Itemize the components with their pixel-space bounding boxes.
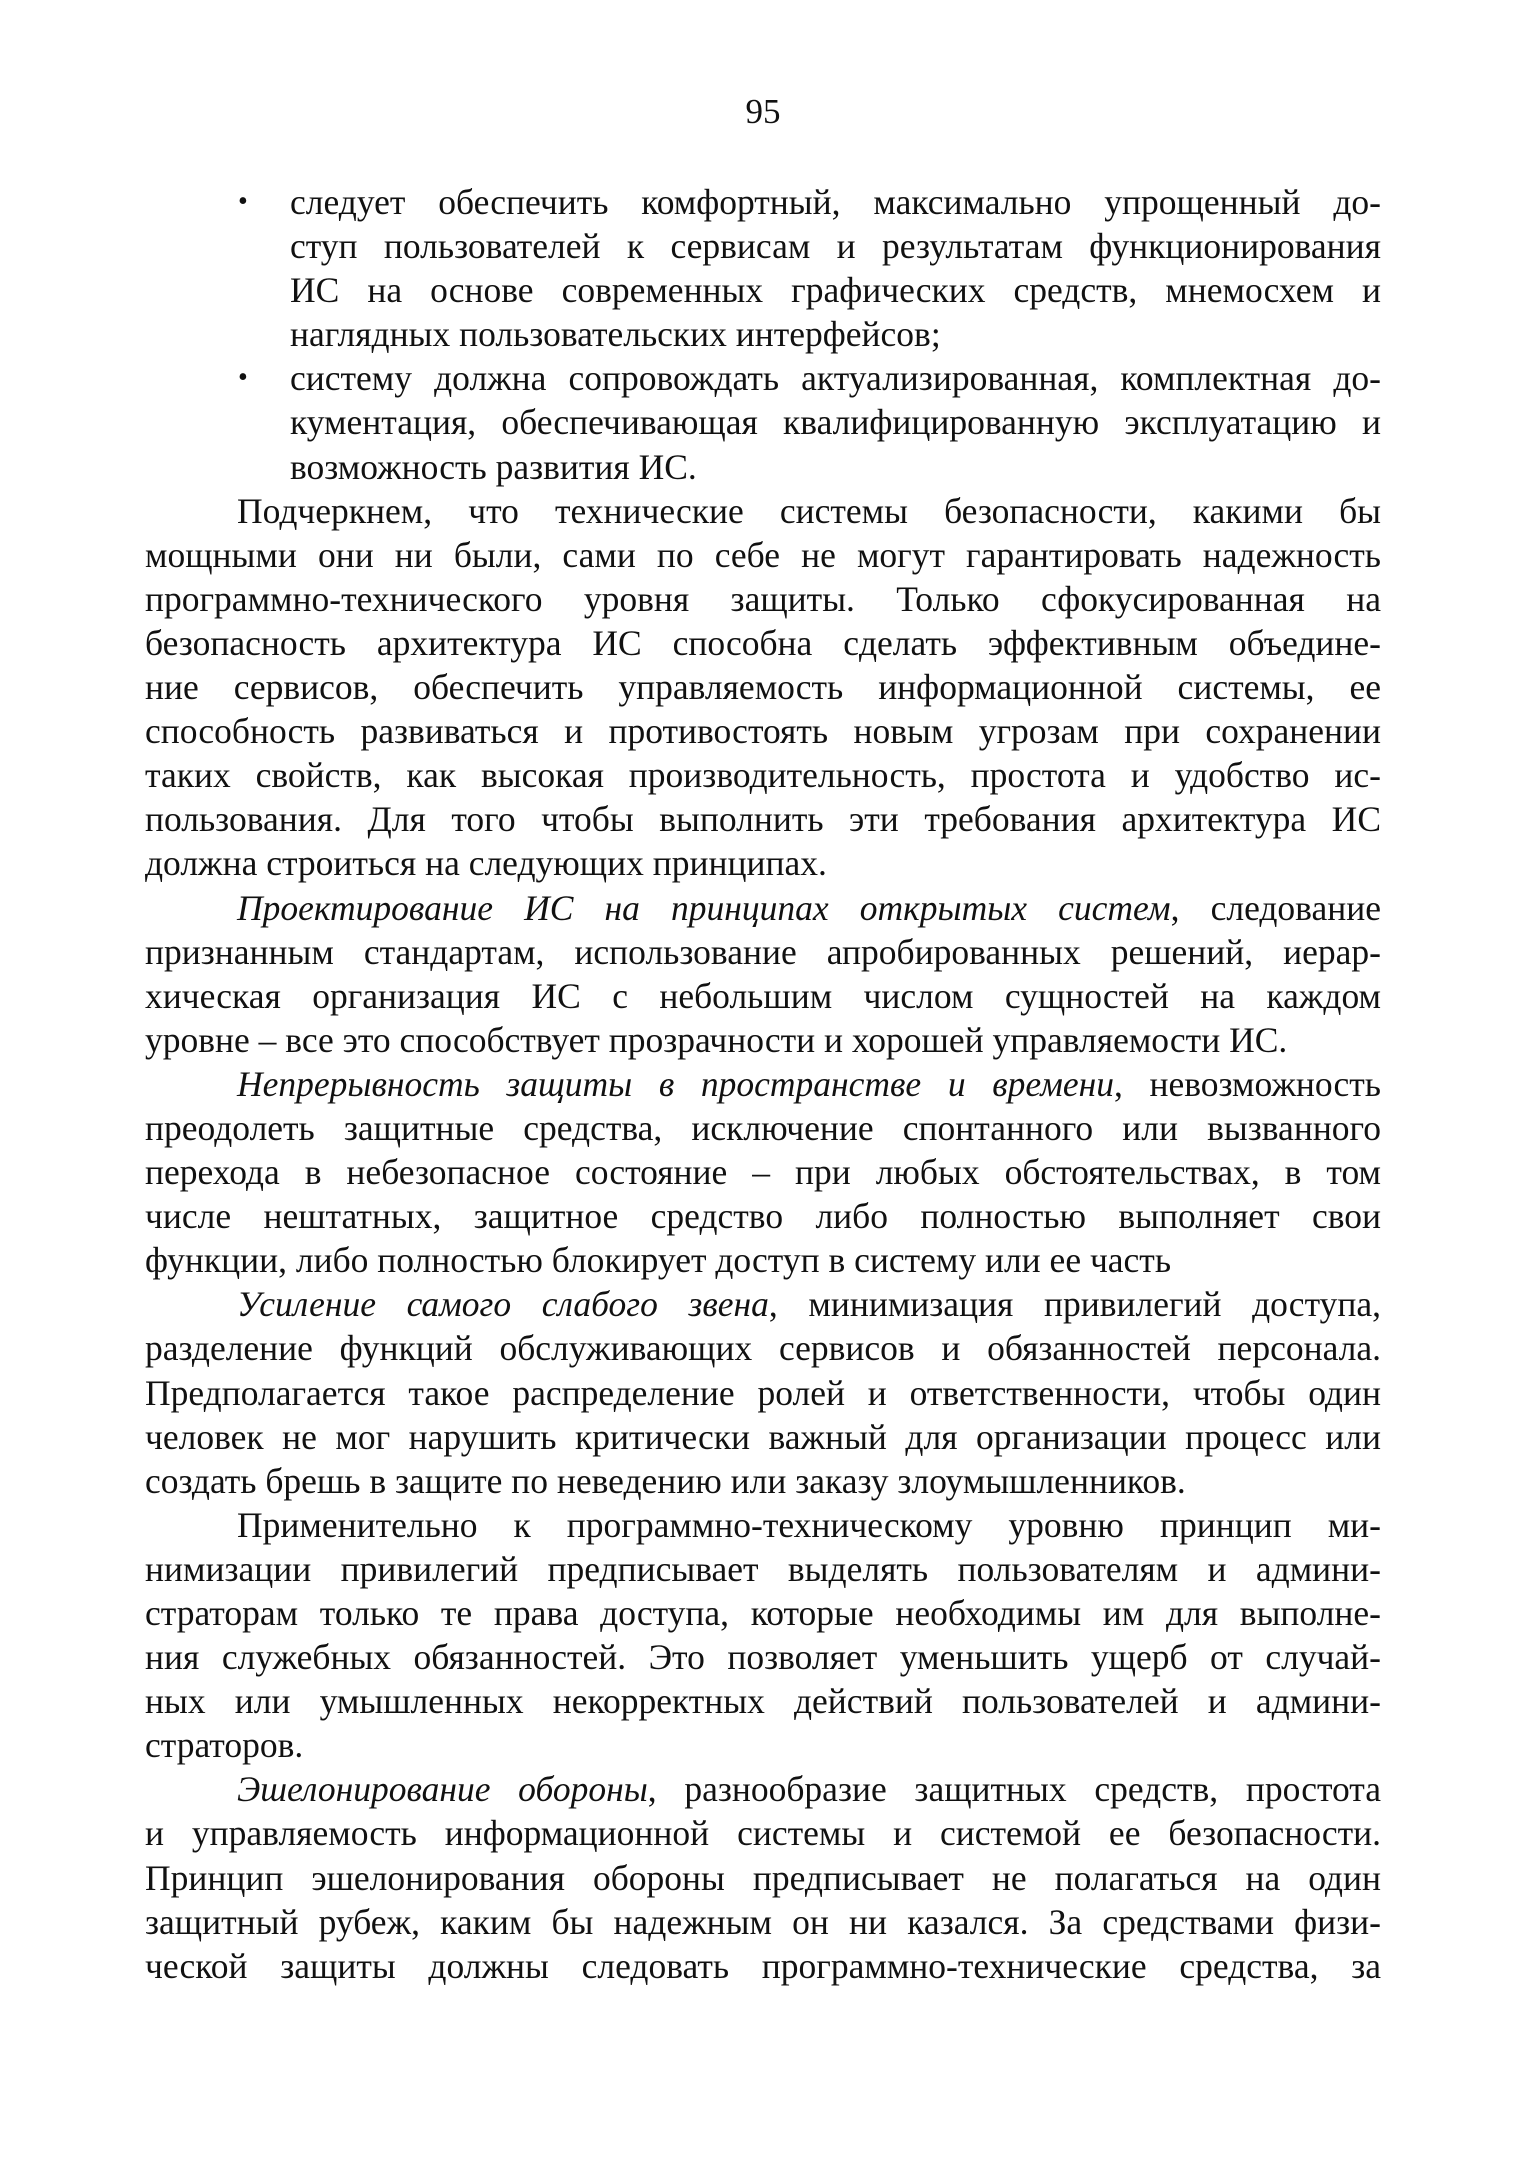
text-run: Применительно к программно-техническому уровню принцип ми-	[237, 1504, 1381, 1545]
text-line: должна строиться на следующих принципах.	[145, 843, 827, 884]
text-line: кументация, обеспечивающая квалифицированную эксплуатацию и	[290, 402, 1381, 443]
text-line: числе нештатных, защитное средство либо полностью выполняет свои	[145, 1196, 1381, 1237]
text-line: способность развиваться и противостоять новым угрозам при сохранении	[145, 711, 1381, 752]
text-line: функции, либо полностью блокирует доступ в систему или ее часть	[145, 1240, 1172, 1281]
emphasis-text: Эшелонирование обороны	[237, 1769, 648, 1810]
text-line: страторам только те права доступа, которые необходимы им для выполне-	[145, 1593, 1381, 1633]
text-line: ческой защиты должны следовать программно-технические средства, за	[145, 1945, 1381, 1986]
text-line: ступ пользователей к сервисам и результатам функционирования	[290, 226, 1381, 267]
text-line: системy должна сопровождать актуализированная, комплектная до-	[290, 358, 1381, 399]
bullet-item	[145, 356, 1381, 488]
text-run: , минимизация привилегий доступа,	[768, 1284, 1381, 1325]
text-line: и управляемость информационной системы и системой ее безопасности.	[145, 1813, 1381, 1854]
paragraph-least-privilege	[145, 1503, 1381, 1768]
text-line: ние сервисов, обеспечить управляемость информационной системы, ее	[145, 667, 1381, 708]
text-line: ных или умышленных некорректных действий пользователей и админи-	[145, 1681, 1381, 1722]
text-line	[145, 886, 1381, 930]
paragraph	[145, 489, 1381, 886]
text-line: признанным стандартам, использование апробированных решений, иерар-	[145, 931, 1381, 972]
bullet-icon: •	[238, 186, 248, 217]
bullet-item	[145, 180, 1381, 356]
text-line: нимизации привилегий предписывает выделять пользователям и админи-	[145, 1548, 1381, 1589]
paragraph-continuity	[145, 1062, 1381, 1282]
text-line: ния служебных обязанностей. Это позволяет уменьшить ущерб от случай-	[145, 1637, 1381, 1678]
emphasis-text: Непрерывность защиты в пространстве и времени	[237, 1063, 1114, 1104]
bullet-icon: •	[238, 362, 248, 394]
text-run: , следование	[1170, 887, 1381, 928]
paragraph-open-systems	[145, 886, 1381, 1062]
text-line: пользования. Для того чтобы выполнить эти требования архитектура ИС	[145, 799, 1381, 840]
text-line: следует обеспечить комфортный, максимально упрощенный до-	[290, 182, 1381, 222]
text-line: перехода в небезопасное состояние – при любых обстоятельствах, в том	[145, 1152, 1381, 1193]
emphasis-text: Проектирование ИС на принципах открытых систем	[237, 887, 1171, 928]
text-run: , невозможность	[1114, 1063, 1381, 1104]
text-line: безопасность архитектура ИС способна сделать эффективным объедине-	[145, 622, 1381, 663]
text-line	[145, 1062, 1381, 1106]
page-body	[145, 180, 1381, 1988]
text-line	[145, 489, 1381, 533]
text-line: защитный рубеж, каким бы надежным он ни казался. За средствами физи-	[145, 1901, 1381, 1942]
text-line	[145, 1282, 1381, 1326]
text-line: страторов.	[145, 1725, 304, 1766]
text-line: Принцип эшелонирования обороны предписывает не полагаться на один	[145, 1857, 1381, 1898]
text-line	[145, 1503, 1381, 1547]
text-line: программно-технического уровня защиты. Только сфокусированная на	[145, 578, 1381, 619]
emphasis-text: Усиление самого слабого звена	[237, 1284, 769, 1325]
text-line: мощными они ни были, сами по себе не могут гарантировать надежность	[145, 534, 1381, 575]
text-line: хическая организация ИС с небольшим числом сущностей на каждом	[145, 975, 1381, 1016]
text-line: разделение функций обслуживающих сервисов и обязанностей персонала.	[145, 1328, 1381, 1369]
text-line: преодолеть защитные средства, исключение спонтанного или вызванного	[145, 1107, 1381, 1148]
text-line: человек не мог нарушить критически важный для организации процесс или	[145, 1416, 1381, 1457]
text-run: , разнообразие защитных средств, простота	[647, 1769, 1382, 1810]
text-line: создать брешь в защите по неведению или заказу злоумышленников.	[145, 1460, 1186, 1501]
paragraph-weakest-link	[145, 1282, 1381, 1502]
page-number: 95	[745, 92, 781, 131]
text-line: таких свойств, как высокая производительность, простота и удобство ис-	[145, 755, 1381, 796]
text-line: Предполагается такое распределение ролей и ответственности, чтобы один	[145, 1372, 1381, 1413]
text-line: уровне – все это способствует прозрачности и хорошей управляемости ИС.	[145, 1019, 1288, 1060]
text-line	[145, 1767, 1381, 1811]
bullet-list	[145, 180, 1381, 489]
paragraph-defense-in-depth	[145, 1767, 1381, 1987]
text-line: возможность развития ИС.	[290, 446, 697, 487]
text-line: ИС на основе современных графических средств, мнемосхем и	[290, 270, 1381, 311]
text-line: наглядных пользовательских интерфейсов;	[290, 314, 941, 355]
text-run: Подчеркнем, что технические системы безопасности, какими бы	[237, 490, 1381, 531]
